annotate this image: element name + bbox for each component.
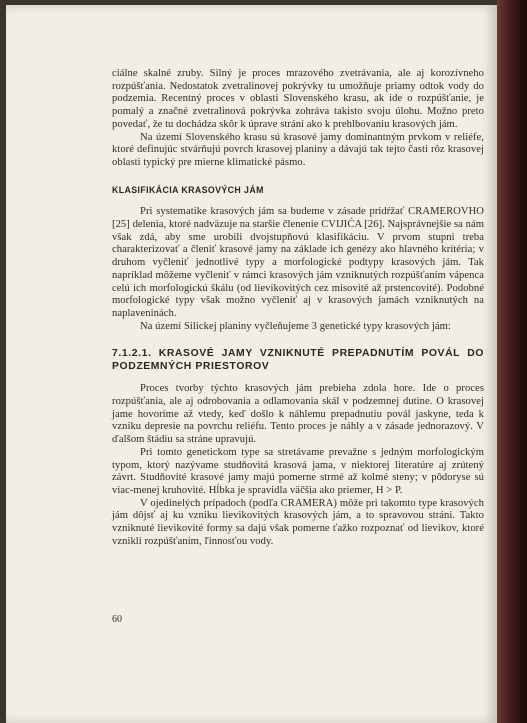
book-binding: [497, 0, 527, 723]
paragraph-bottom-2: Pri tomto genetickom type sa stretávame prevažne s jedným morfologickým typom, ktorý nazývame studňovitá krasová jama, v niektorej literatúre aj zrútený závrt. Studňovité krasové jamy majú pomerne strmé až kolmé steny; v pôdoryse sú viac-menej kruhovité. Hĺbka je spravidla väčšia ako priemer, H > P.: [112, 446, 484, 496]
paragraph-classification-2: Na území Silickej planiny vyčleňujeme 3 genetické typy krasových jám:: [140, 320, 451, 332]
subsection-heading: 7.1.2.1. KRASOVÉ JAMY VZNIKNUTÉ PREPADNUTÍM POVÁL DO PODZEMNÝCH PRIESTOROV: [112, 348, 484, 373]
page-number: 60: [112, 614, 122, 625]
paragraph-top-2: Na území Slovenského krasu sú krasové jamy dominantným prvkom v reliéfe, ktoré definujúc stvárňujú povrch krasovej planiny a dávajú tak tejto časti rôz krasovej oblasti typický pre mierne klimatické pásmo.: [112, 131, 484, 168]
page-text-block: [112, 68, 484, 549]
paragraph-bottom-3: V ojedinelých prípadoch (podľa CRAMERA) môže pri takomto type krasových jám dôjsť aj ku vzniku lievikovitých krasových jám, a to spravovou stráni. Takto vzniknuté lievikovité formy sa dajú však pomerne ťažko rozpoznať od lievikov, ktoré vznikli rozpúšťaním, ľinnosťou vody.: [112, 497, 484, 547]
paragraph-bottom-1: Proces tvorby týchto krasových jám prebieha zdola hore. Ide o proces rozpúšťania, ale aj odrobovania a odlamovania skál v podzemnej dutine. O krasovej jame hovoríme až vtedy, keď došlo k náhlemu prepadnutiu povál jaskyne, teda k vzniku depresie na povrchu reliéfu. Tento proces je náhly a v zásade jednorazový. V ďalšom štádiu sa stráne upravujú.: [112, 383, 484, 446]
section-heading: KLASIFIKÁCIA KRASOVÝCH JÁM: [112, 184, 264, 195]
paragraph-classification-1: Pri systematike krasových jám sa budeme v zásade pridŕžať CRAMEROVHO [25] delenia, ktoré nadväzuje na staršie členenie CVIJIĆA [26]. Najsprávnejšie sa nám však zdá, aby sme urobili dvojstupňovú klasifikáciu. V prvom stupni treba charakterizovať a členiť krasové jamy na základe ich genézy ako hlavného kritéria; v druhom vyčleniť jednotlivé typy a morfologické podtypy krasových jám. Tak napríklad môžeme vyčleniť v rámci krasových jám vzniknutých rozpúšťaním vápenca celú ich morfologickú škálu (od lievikovitých cez misovité až prstencovité). Podobné morfologické typy však možno vyčleniť aj v krasových jamách vzniknutých na naplaveninách.: [112, 206, 484, 319]
paragraph-top-1: ciálne skalné zruby. Silný je proces mrazového zvetrávania, ale aj korozívneho rozpúšťania. Nedostatok zvetralinovej pokrývky tu umožňuje priamy odtok vody do podzemia. Recentný proces v oblasti Slovenského krasu, ak ide o rozpúšťanie, je pomalý a značné zvetralinová pokrývka zohráva takisto svoju úlohu. Možno preto povedať, že tu dochádza skôr k úprave strání ako k prehlbovaniu krasových jám.: [112, 68, 484, 130]
